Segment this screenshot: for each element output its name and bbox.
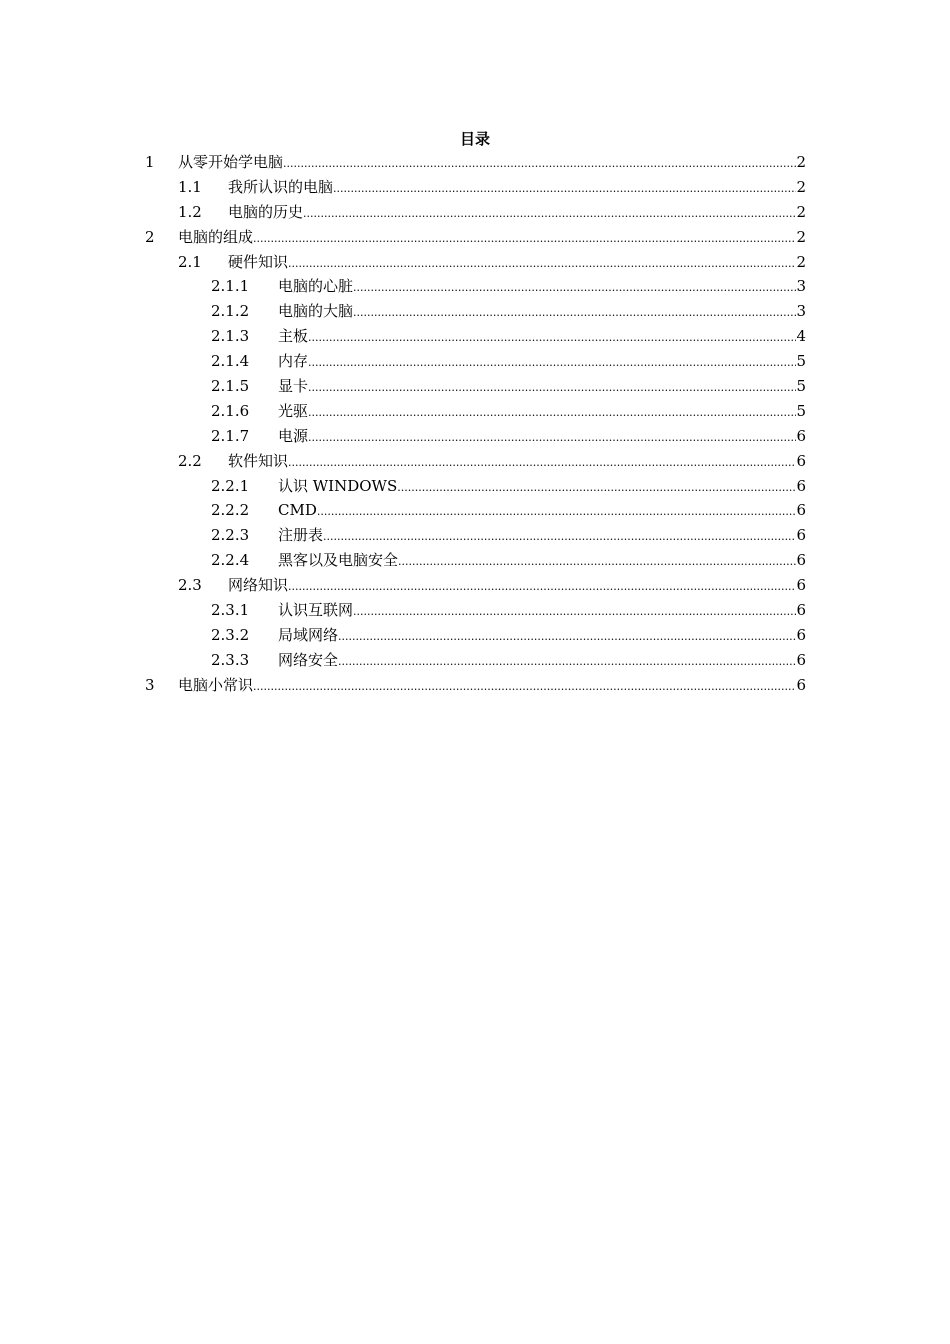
toc-entry[interactable] [0,250,950,275]
toc-dot-leader [308,351,796,376]
toc-entry[interactable] [0,673,950,698]
toc-entry-page: 3 [796,302,806,321]
toc-entry-number: 2.1.4 [211,352,250,371]
toc-entry-title: 网络安全 [278,650,339,669]
toc-dot-leader [397,476,796,501]
toc-entry-title: 显卡 [278,377,309,396]
toc-entry[interactable] [0,548,950,573]
toc-entry-title: 光驱 [278,401,309,420]
toc-entry-title: 电脑的组成 [178,227,254,246]
toc-dot-leader [308,326,796,351]
toc-dot-leader [308,426,796,451]
toc-entry[interactable] [0,374,950,399]
toc-entry-title: 黑客以及电脑安全 [278,551,399,570]
toc-entry-number: 2 [145,227,155,246]
toc-entry-number: 2.1.3 [211,327,250,346]
toc-dot-leader [308,401,796,426]
toc-entry-number: 2.3.2 [211,625,250,644]
toc-entry-number: 1.1 [178,177,202,196]
toc-entry-title: 电脑小常识 [178,675,254,694]
toc-entry[interactable] [0,324,950,349]
toc-dot-leader [288,252,796,277]
toc-entry-title: 局域网络 [278,625,339,644]
toc-entry[interactable] [0,449,950,474]
toc-entry-page: 6 [796,625,806,644]
toc-entry[interactable] [0,175,950,200]
toc-entry-number: 2.1.6 [211,401,250,420]
toc-entry-page: 6 [796,426,806,445]
toc-entry-number: 2.2.3 [211,526,250,545]
toc-entry-number: 2.2.1 [211,476,250,495]
toc-entry-title: 电源 [278,426,309,445]
toc-entry-page: 5 [796,352,806,371]
toc-dot-leader [353,301,796,326]
toc-dot-leader [338,650,796,675]
toc-entry-number: 2.2 [178,451,202,470]
toc-entry-number: 2.3.3 [211,650,250,669]
toc-entry-title: 从零开始学电脑 [178,153,284,171]
toc-entry[interactable] [0,399,950,424]
toc-dot-leader [288,451,796,476]
toc-entry-page: 6 [796,501,806,520]
toc-entry-title: 电脑的大脑 [278,302,354,321]
toc-entry-number: 1 [145,153,155,171]
toc-dot-leader [338,625,796,650]
toc-entry-number: 2.1.1 [211,277,250,296]
toc-entry-title: 网络知识 [228,576,289,595]
toc-dot-leader [308,376,796,401]
toc-entry[interactable] [0,424,950,449]
table-of-contents [0,150,950,698]
toc-entry-page: 6 [796,526,806,545]
toc-entry-number: 1.2 [178,202,202,221]
toc-entry[interactable] [0,150,950,175]
toc-entry-number: 3 [145,675,155,694]
toc-entry[interactable] [0,200,950,225]
toc-dot-leader [303,202,796,227]
toc-dot-leader [253,227,796,252]
toc-entry-number: 2.3.1 [211,601,250,620]
toc-entry-title: CMD [278,501,317,520]
toc-entry[interactable] [0,623,950,648]
toc-entry-title: 电脑的心脏 [278,277,354,296]
toc-entry-title: 内存 [278,352,309,371]
toc-entry-title: 硬件知识 [228,252,289,271]
toc-entry-page: 6 [796,576,806,595]
toc-entry-page: 2 [796,227,806,246]
toc-entry-number: 2.2.2 [211,501,250,520]
toc-dot-leader [398,550,796,575]
toc-entry-page: 4 [796,327,806,346]
toc-entry-title: 电脑的历史 [228,202,304,221]
toc-dot-leader [283,152,796,177]
toc-entry-page: 6 [796,650,806,669]
toc-entry[interactable] [0,349,950,374]
toc-entry-page: 3 [796,277,806,296]
toc-entry-number: 2.1.7 [211,426,250,445]
toc-entry[interactable] [0,573,950,598]
toc-entry[interactable] [0,225,950,250]
toc-entry-number: 2.1.5 [211,377,250,396]
toc-entry[interactable] [0,498,950,523]
toc-dot-leader [317,500,797,525]
toc-entry[interactable] [0,299,950,324]
toc-entry-page: 6 [796,601,806,620]
toc-entry-title: 注册表 [278,526,324,545]
toc-entry-page: 5 [796,401,806,420]
toc-entry-page: 2 [796,153,806,171]
toc-entry-title: 我所认识的电脑 [228,177,334,196]
toc-entry[interactable] [0,474,950,499]
toc-entry-number: 2.1 [178,252,202,271]
toc-entry-number: 2.1.2 [211,302,250,321]
toc-entry-page: 6 [796,551,806,570]
toc-entry-title: 软件知识 [228,451,289,470]
toc-entry[interactable] [0,523,950,548]
toc-dot-leader [333,177,796,202]
toc-entry-title: 认识互联网 [278,601,354,620]
toc-dot-leader [253,675,796,700]
toc-dot-leader [288,575,796,600]
toc-entry[interactable] [0,274,950,299]
toc-entry[interactable] [0,598,950,623]
toc-entry[interactable] [0,648,950,673]
toc-dot-leader [353,600,796,625]
toc-entry-page: 2 [796,252,806,271]
toc-entry-page: 2 [796,202,806,221]
toc-entry-page: 6 [796,451,806,470]
toc-entry-page: 2 [796,177,806,196]
toc-heading: 目录 [459,130,490,148]
toc-entry-number: 2.2.4 [211,551,250,570]
toc-entry-title: 认识 WINDOWS [278,476,398,495]
toc-entry-number: 2.3 [178,576,202,595]
toc-entry-title: 主板 [278,327,309,346]
toc-entry-page: 5 [796,377,806,396]
toc-dot-leader [353,276,796,301]
toc-entry-page: 6 [796,675,806,694]
toc-entry-page: 6 [796,476,806,495]
toc-dot-leader [323,525,796,550]
